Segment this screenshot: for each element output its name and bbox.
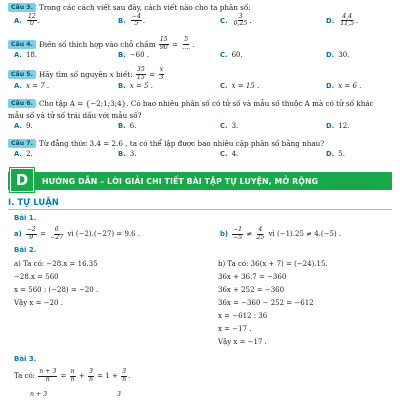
exercise-2b-line: b) Ta có: 36(x + 7) = (−24).15. — [218, 259, 328, 268]
option-a: A. 18. — [14, 51, 38, 59]
exercise-2b-line: 36x + 252 = −360 — [218, 285, 285, 294]
question-badge: Câu 3. — [8, 3, 36, 12]
exercise-3-partial: n + 3 3 — [30, 390, 121, 398]
option-c: C. x = 15 . — [220, 82, 260, 90]
section-banner — [8, 172, 392, 190]
exercise-1b: b) $\frac{-1}{-5}$ ≠ $\frac{4}{25}$ vì (−1).25 ≠ 4.(−5) . — [220, 226, 342, 241]
fraction: $\frac{12}{0}$ — [27, 13, 36, 28]
question-badge: Câu 4. — [8, 40, 36, 49]
fraction: $\frac{n + 3}{n}$ — [39, 368, 57, 383]
exercise-2-label: Bài 2. — [14, 246, 37, 254]
question-5-options — [14, 82, 396, 96]
option-b: B. $\frac{-4}{5}$ . — [118, 13, 146, 28]
fraction: $\frac{35}{15}$ — [136, 66, 145, 81]
option-d: D. x = 6 . — [326, 82, 362, 90]
exercise-2a-line: x = 560 : (−28) = −20 . — [14, 285, 99, 294]
exercise-2b-line: x = −612 : 36 — [218, 311, 268, 320]
option-a: A. 9. — [14, 122, 33, 130]
fraction: $\frac{3}{0,25}$ — [233, 13, 248, 28]
fraction: $\frac{3}{n}$ — [89, 368, 93, 383]
fraction: $\frac{15}{90}$ — [159, 36, 168, 51]
exercise-3-line: Ta có: $\frac{n + 3}{n}$ = $\frac{n}{n}$ + $\frac{3}{n}$ = 1 + $\frac{3}{n}$ . — [14, 368, 131, 383]
option-c: C. $\frac{3}{0,25}$ . — [220, 13, 252, 28]
heading-divider — [8, 209, 392, 210]
question-3-options — [14, 14, 396, 28]
exercise-2a-line: a) Ta có: −28.x = 16.35 — [14, 259, 98, 268]
section-letter: D — [10, 168, 34, 192]
fraction: $\frac{-2}{9}$ — [26, 226, 36, 241]
question-badge: Câu 6. — [8, 99, 36, 108]
option-b: B. −60 . — [118, 51, 149, 59]
exercise-2b-line: Vậy x = −17 . — [218, 337, 267, 346]
option-d: D. 12. — [326, 122, 350, 130]
question-6: Câu 6. Cho tập A = {−2;1;3;4}. Có bao nhiêu phân số có tử số và mẫu số thuộc A mà có tử số khác — [8, 97, 396, 109]
question-text: Trong các cách viết sau đây, cách viết nào cho ta phân số: — [38, 2, 251, 12]
exercise-1-label: Bài 1. — [14, 214, 37, 222]
question-4: Câu 4. Điền số thích hợp vào chỗ chấm $\frac{15}{90}$ = $\frac{5}{....}$ . — [8, 38, 396, 50]
fraction: $\frac{x}{3}$ — [159, 66, 164, 81]
exercise-2a-line: Vậy x = −20 . — [14, 298, 63, 307]
fraction: $\frac{4}{25}$ — [256, 226, 265, 241]
section-title: HƯỚNG DẪN – LỜI GIẢI CHI TIẾT BÀI TẬP TỰ LUYỆN, MỞ RỘNG — [42, 176, 319, 186]
fraction: $\frac{6}{-27}$ — [50, 226, 64, 241]
question-6-options — [14, 122, 396, 136]
option-d: D. 5. — [326, 150, 345, 158]
exercise-2b-line: x = −17 . — [218, 324, 252, 333]
option-b: B. 3. — [118, 150, 137, 158]
option-c: C. 4. — [220, 150, 239, 158]
question-6-continued: mẫu số và tử số trái dấu với mẫu số? — [8, 110, 142, 120]
fraction: $\frac{4,4}{11,5}$ — [340, 13, 355, 28]
exercise-2b-line: 36x + 36.7 = −360 — [218, 272, 287, 281]
option-d: D. $\frac{4,4}{11,5}$ . — [326, 13, 359, 28]
option-a: A. 2. — [14, 150, 33, 158]
question-3 — [8, 1, 396, 13]
exercise-2b-line: 36x = −360 − 252 = −612 — [218, 298, 314, 307]
question-4-options — [14, 51, 396, 65]
option-a: A. $\frac{12}{0}$ . — [14, 13, 41, 28]
fraction: $\frac{5}{....}$ — [182, 36, 191, 51]
option-a: A. x = 7 . — [14, 82, 50, 90]
option-b: B. x = 5 . — [118, 82, 153, 90]
question-badge: Câu 5. — [8, 70, 36, 79]
heading-tu-luan: I. TỰ LUẬN — [8, 198, 59, 208]
option-c: C. 60. — [220, 51, 243, 59]
question-7-options — [14, 150, 396, 164]
exercise-3-label: Bài 3. — [14, 355, 37, 363]
fraction: $\frac{n}{n}$ — [70, 368, 75, 383]
question-badge: Câu 7. — [8, 139, 36, 148]
question-5: Câu 5. Hãy tìm số nguyên x biết: $\frac{35}{15}$ = $\frac{x}{3}$ — [8, 68, 396, 80]
option-d: D. 30. — [326, 51, 350, 59]
exercise-2a-line: −28.x = 560 — [14, 272, 59, 281]
exercise-1a: a) $\frac{-2}{9}$ = $\frac{6}{-27}$ vì (−2).(−27) = 9.6 . — [14, 226, 141, 241]
option-b: B. 6. — [118, 122, 137, 130]
fraction: $\frac{-4}{5}$ — [131, 13, 141, 28]
question-7: Câu 7. Từ đẳng thức 3.4 = 2.6 , ta có thể lập được bao nhiêu cặp phân số bằng nhau? — [8, 137, 396, 149]
fraction: $\frac{-1}{-5}$ — [232, 226, 243, 241]
option-c: C. 3. — [220, 122, 239, 130]
fraction: $\frac{3}{n}$ — [122, 368, 127, 383]
